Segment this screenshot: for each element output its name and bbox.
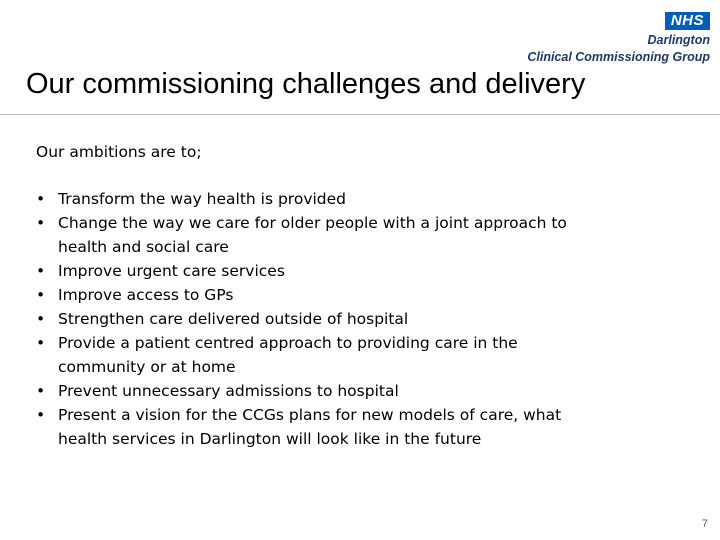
bullet-text: Present a vision for the CCGs plans for new models of care, what health services in Darlington will look like in the future [58, 406, 562, 448]
list-item [36, 403, 596, 451]
list-item [36, 283, 596, 307]
bullet-icon: • [36, 214, 46, 232]
ambitions-list [36, 187, 596, 451]
title-divider [0, 114, 720, 115]
list-item [36, 307, 596, 331]
nhs-badge: NHS [665, 12, 710, 30]
bullet-icon: • [36, 382, 46, 400]
list-item [36, 379, 596, 403]
bullet-icon: • [36, 286, 46, 304]
bullet-text: Change the way we care for older people with a joint approach to health and social care [58, 214, 567, 256]
bullet-text: Strengthen care delivered outside of hospital [58, 310, 409, 328]
slide-body [36, 140, 596, 451]
org-name-line1: Darlington [647, 33, 710, 47]
bullet-icon: • [36, 190, 46, 208]
bullet-icon: • [36, 310, 46, 328]
list-item [36, 259, 596, 283]
bullet-text: Provide a patient centred approach to providing care in the community or at home [58, 334, 518, 376]
bullet-icon: • [36, 262, 46, 280]
bullet-text: Transform the way health is provided [58, 190, 347, 208]
bullet-text: Prevent unnecessary admissions to hospital [58, 382, 399, 400]
list-item [36, 187, 596, 211]
slide-title: Our commissioning challenges and delivery [26, 68, 586, 100]
intro-text: Our ambitions are to; [36, 143, 202, 161]
list-item [36, 211, 596, 259]
page-number: 7 [701, 518, 708, 530]
bullet-icon: • [36, 334, 46, 352]
bullet-text: Improve urgent care services [58, 262, 285, 280]
org-name-line2: Clinical Commissioning Group [527, 50, 710, 64]
list-item [36, 331, 596, 379]
bullet-icon: • [36, 406, 46, 424]
bullet-text: Improve access to GPs [58, 286, 234, 304]
nhs-logo [510, 12, 710, 66]
